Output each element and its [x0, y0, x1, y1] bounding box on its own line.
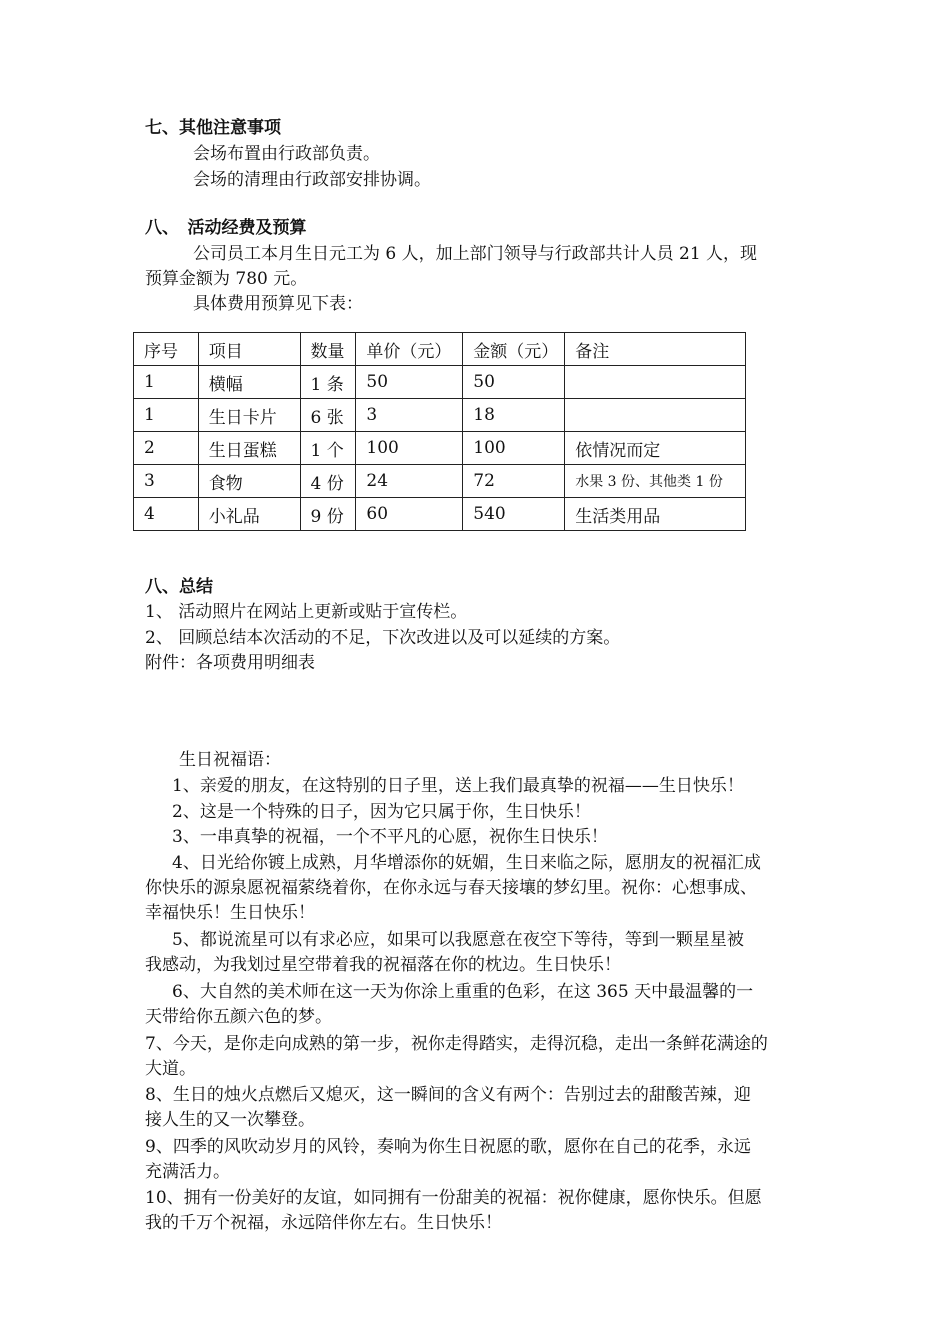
table-row: [134, 498, 746, 531]
wish-5-line-2: 我感动，为我划过星空带着我的祝福落在你的枕边。生日快乐！: [145, 955, 621, 975]
table-header-cell: 数量: [300, 333, 356, 366]
table-row: [134, 366, 746, 399]
table-cell: 生日蛋糕: [198, 432, 300, 465]
table-header-cell: 序号: [134, 333, 199, 366]
summary-heading: 八、总结: [145, 577, 213, 597]
budget-paragraph-line-2: 预算金额为 780 元。: [145, 269, 308, 289]
wish-8-line-2: 接人生的又一次攀登。: [145, 1110, 315, 1130]
table-header-cell: 项目: [198, 333, 300, 366]
table-cell: 食物: [198, 465, 300, 498]
table-row: [134, 465, 746, 498]
table-cell: 1 条: [300, 366, 356, 399]
table-cell: 60: [356, 498, 463, 531]
table-cell: 水果 3 份、其他类 1 份: [565, 465, 746, 498]
wish-10-line-2: 我的千万个祝福，永远陪伴你左右。生日快乐！: [145, 1213, 502, 1233]
table-cell: 3: [134, 465, 199, 498]
wishes-title: 生日祝福语：: [179, 750, 281, 770]
table-cell: 9 份: [300, 498, 356, 531]
table-cell: 1: [134, 399, 199, 432]
wish-6-line-2: 天带给你五颜六色的梦。: [145, 1007, 332, 1027]
table-cell: 50: [356, 366, 463, 399]
table-header-row: [134, 333, 746, 366]
table-cell: 生活类用品: [565, 498, 746, 531]
table-cell: 生日卡片: [198, 399, 300, 432]
section7-line-1: 会场布置由行政部负责。: [193, 144, 380, 164]
wish-8-line-1: 8、生日的烛火点燃后又熄灭，这一瞬间的含义有两个：告别过去的甜酸苦辣，迎: [145, 1085, 751, 1105]
wish-10-line-1: 10、拥有一份美好的友谊，如同拥有一份甜美的祝福：祝你健康，愿你快乐。但愿: [145, 1188, 762, 1208]
table-cell: 4: [134, 498, 199, 531]
table-cell: 24: [356, 465, 463, 498]
section8-heading: 八、 活动经费及预算: [145, 218, 307, 238]
table-cell: 横幅: [198, 366, 300, 399]
table-cell: 依情况而定: [565, 432, 746, 465]
table-cell: 4 份: [300, 465, 356, 498]
wish-6-line-1: 6、大自然的美术师在这一天为你涂上重重的色彩，在这 365 天中最温馨的一: [172, 982, 754, 1002]
table-cell: 1 个: [300, 432, 356, 465]
table-cell: 6 张: [300, 399, 356, 432]
table-cell: 小礼品: [198, 498, 300, 531]
table-cell: 72: [463, 465, 565, 498]
summary-item-2: 2、 回顾总结本次活动的不足，下次改进以及可以延续的方案。: [145, 628, 621, 648]
wish-4-line-2: 你快乐的源泉愿祝福萦绕着你，在你永远与春天接壤的梦幻里。祝你：心想事成、: [145, 878, 757, 898]
table-cell: [565, 399, 746, 432]
table-header-cell: 备注: [565, 333, 746, 366]
table-header-cell: 金额（元）: [463, 333, 565, 366]
table-cell: 100: [356, 432, 463, 465]
table-cell: 100: [463, 432, 565, 465]
table-cell: 2: [134, 432, 199, 465]
section7-heading: 七、其他注意事项: [145, 118, 281, 138]
wish-3: 3、一串真挚的祝福，一个不平凡的心愿，祝你生日快乐！: [172, 827, 608, 847]
wish-7-line-1: 7、今天，是你走向成熟的第一步，祝你走得踏实，走得沉稳，走出一条鲜花满途的: [145, 1034, 768, 1054]
budget-paragraph-line-1: 公司员工本月生日元工为 6 人，加上部门领导与行政部共计人员 21 人，现: [193, 244, 758, 264]
summary-item-1: 1、 活动照片在网站上更新或贴于宣传栏。: [145, 602, 468, 622]
wish-9-line-2: 充满活力。: [145, 1162, 230, 1182]
wish-5-line-1: 5、都说流星可以有求必应，如果可以我愿意在夜空下等待，等到一颗星星被: [172, 930, 744, 950]
table-header-cell: 单价（元）: [356, 333, 463, 366]
table-row: [134, 432, 746, 465]
wish-1: 1、亲爱的朋友，在这特别的日子里，送上我们最真挚的祝福——生日快乐！: [172, 776, 744, 796]
table-cell: 3: [356, 399, 463, 432]
table-cell: [565, 366, 746, 399]
table-row: [134, 399, 746, 432]
table-cell: 540: [463, 498, 565, 531]
table-cell: 18: [463, 399, 565, 432]
budget-table: [133, 332, 746, 531]
table-cell: 1: [134, 366, 199, 399]
wish-4-line-1: 4、日光给你镀上成熟，月华增添你的妩媚，生日来临之际，愿朋友的祝福汇成: [172, 853, 761, 873]
attachment-note: 附件：各项费用明细表: [145, 653, 315, 673]
wish-7-line-2: 大道。: [145, 1059, 196, 1079]
section7-line-2: 会场的清理由行政部安排协调。: [193, 170, 431, 190]
wish-4-line-3: 幸福快乐！生日快乐！: [145, 903, 315, 923]
table-cell: 50: [463, 366, 565, 399]
table-intro: 具体费用预算见下表：: [193, 294, 363, 314]
wish-9-line-1: 9、四季的风吹动岁月的风铃，奏响为你生日祝愿的歌，愿你在自己的花季，永远: [145, 1137, 751, 1157]
wish-2: 2、这是一个特殊的日子，因为它只属于你，生日快乐！: [172, 802, 591, 822]
